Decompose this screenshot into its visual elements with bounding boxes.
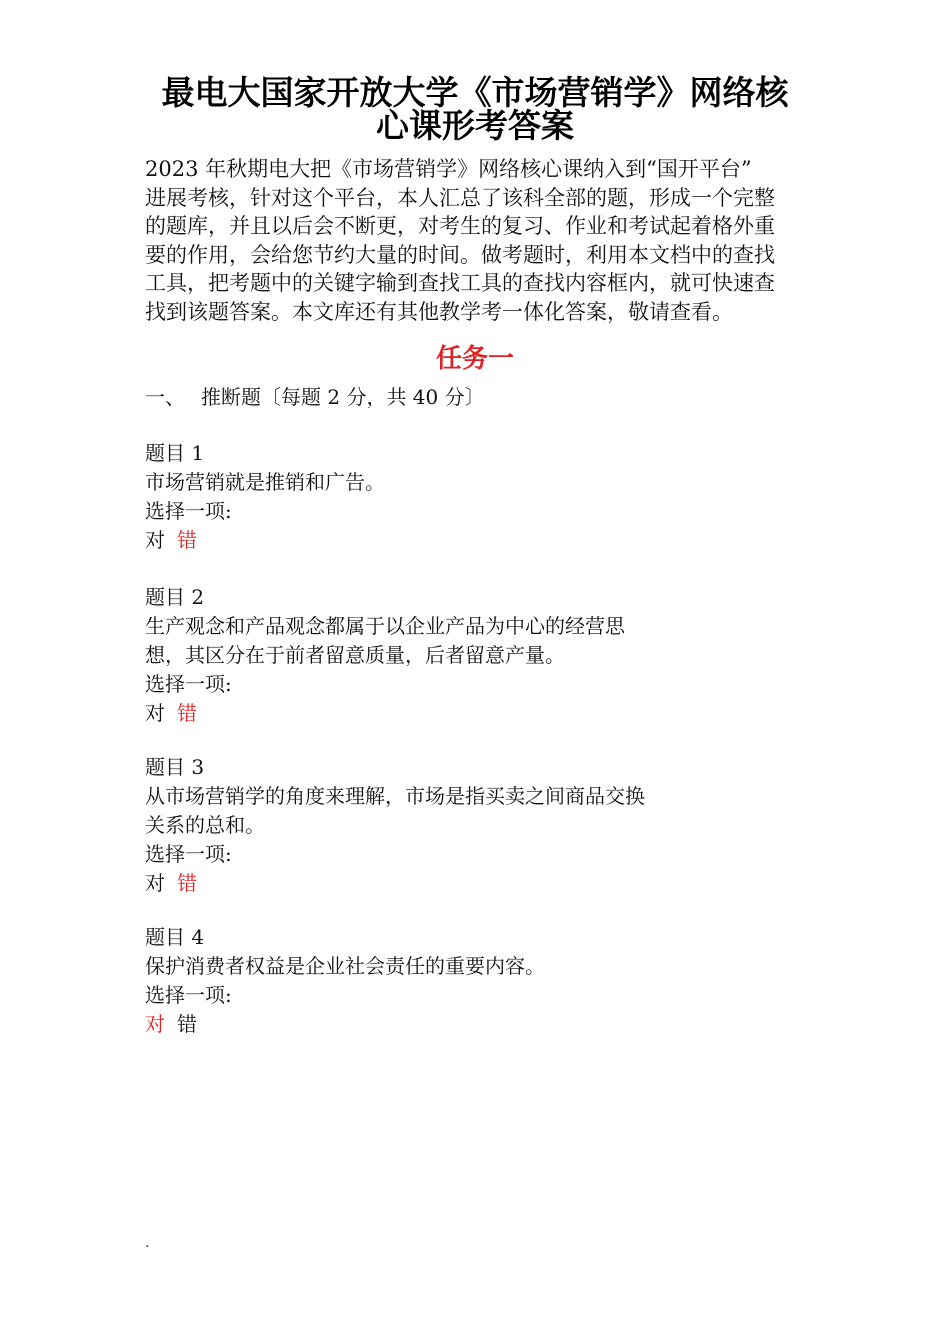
question-block-1	[145, 439, 825, 555]
intro-line-5: 工具，把考题中的关键字输到查找工具的查找内容框内，就可快速查	[145, 271, 775, 295]
question-text: 保护消费者权益是企业社会责任的重要内容。	[145, 954, 545, 978]
option-false-answer[interactable]: 错	[177, 701, 197, 725]
option-false-answer[interactable]: 错	[177, 528, 197, 552]
question-text-line-1: 生产观念和产品观念都属于以企业产品为中心的经营思	[145, 614, 625, 638]
question-block-2	[145, 583, 825, 728]
option-true[interactable]: 对	[145, 871, 165, 895]
intro-line-2: 进展考核，针对这个平台，本人汇总了该科全部的题，形成一个完整	[145, 185, 775, 210]
question-options	[145, 526, 825, 555]
question-label: 题目 2	[145, 585, 205, 609]
task-heading: 任务一	[435, 344, 514, 374]
question-options	[145, 869, 825, 898]
question-block-3	[145, 753, 825, 898]
option-true[interactable]: 对	[145, 701, 165, 725]
question-label: 题目 3	[145, 755, 205, 779]
option-true-answer[interactable]: 对	[145, 1012, 165, 1036]
intro-line-4: 要的作用，会给您节约大量的时间。做考题时，利用本文档中的查找	[145, 242, 775, 267]
option-true[interactable]: 对	[145, 528, 165, 552]
question-label: 题目 4	[145, 925, 205, 949]
option-false[interactable]: 错	[177, 1012, 197, 1036]
option-false-answer[interactable]: 错	[177, 871, 197, 895]
question-block-4	[145, 923, 825, 1039]
question-prompt: 选择一项:	[145, 983, 232, 1007]
section-heading	[145, 383, 485, 411]
section-number: 一、	[145, 385, 185, 409]
question-options	[145, 1010, 825, 1039]
question-prompt: 选择一项:	[145, 499, 232, 523]
question-text-line-2: 关系的总和。	[145, 813, 265, 837]
title-line-1: 最电大国家开放大学《市场营销学》网络核	[161, 73, 789, 112]
document-title	[120, 73, 830, 145]
intro-paragraph	[145, 155, 825, 326]
question-text-line-2: 想，其区分在于前者留意质量，后者留意产量。	[145, 643, 565, 667]
intro-line-3: 的题库，并且以后会不断更，对考生的复习、作业和考试起着格外重	[145, 214, 775, 238]
question-text-line-1: 从市场营销学的角度来理解，市场是指买卖之间商品交换	[145, 784, 645, 808]
title-line-2: 心课形考答案	[376, 106, 574, 145]
question-options	[145, 699, 825, 728]
question-prompt: 选择一项:	[145, 672, 232, 696]
footer-mark: .	[145, 1235, 150, 1251]
section-title: 推断题〔每题 2 分，共 40 分〕	[201, 385, 485, 409]
intro-line-1: 2023 年秋期电大把《市场营销学》网络核心课纳入到“国开平台”	[145, 157, 752, 181]
question-prompt: 选择一项:	[145, 842, 232, 866]
question-text: 市场营销就是推销和广告。	[145, 470, 385, 494]
question-label: 题目 1	[145, 441, 205, 465]
intro-line-6: 找到该题答案。本文库还有其他教学考一体化答案，敬请查看。	[145, 299, 733, 324]
